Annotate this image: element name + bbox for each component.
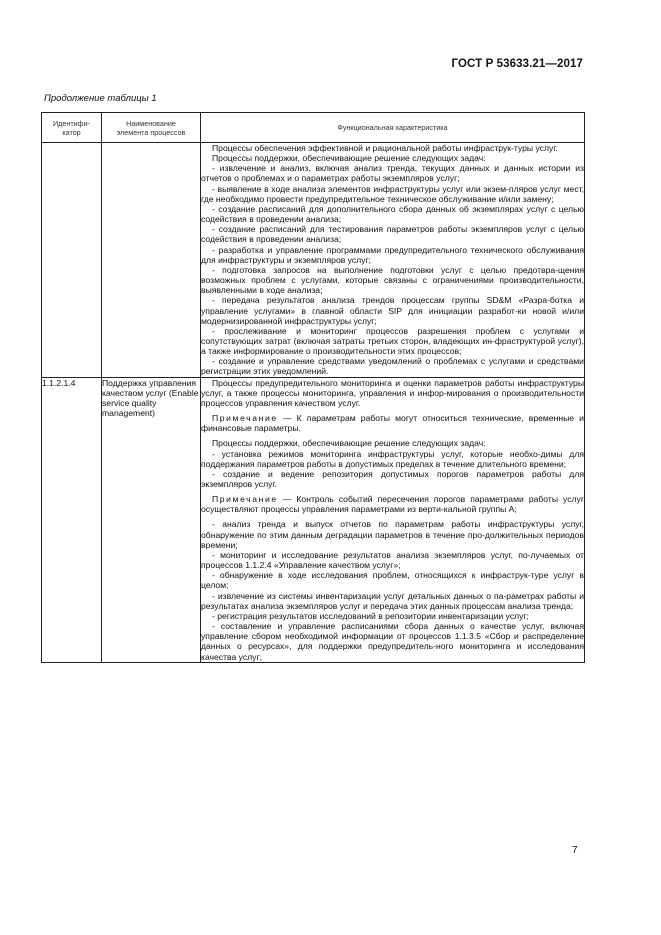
list-item: - создание и управление средствами уведомлений о проблемах с услугами и средствами регистрации этих уведомлений. [201,356,584,377]
list-item: - создание расписаний для дополнительного сбора данных об экземплярах услуг с целью содействия в проведении анализа; [201,203,584,225]
header-name: Наименование элемента процессов [102,113,201,143]
list-item: - мониторинг и исследование результатов анализа экземпляров услуг, по-лучаемых от процессов 1.1.2.4 «Управление качеством услуг»; [201,549,584,571]
note-text: — Контроль событий пересечения порогов параметрами работы услуг осуществляют процессы управления параметрами из верти-кальной группы А; [201,494,584,515]
list-item: - создание расписаний для тестирования параметров работы экземпляров услуг с целью содействия в проведении анализа; [201,224,584,245]
note-1 [201,413,584,433]
table-caption: Продолжение таблицы 1 [44,93,157,104]
standard-designation: ГОСТ Р 53633.21—2017 [451,58,583,70]
list-item: - анализ тренда и выпуск отчетов по параметрам работы инфраструктуры услуг, обнаружение по этим данным деградации параметров в течение про-должительных периодов времени; [201,519,584,550]
list-item: - разработка и управление программами предупредительного технического обслуживания для инфраструктуры и экземпляров услуг; [201,244,584,265]
row1-name [102,143,201,378]
paragraph: Процессы обеспечения эффективной и рациональной работы инфраструк-туры услуг. [212,143,558,153]
list-item: - установка режимов мониторинга инфраструктуры услуг, которые необхо-димы для поддержания параметров работы в допустимых пределах в течение длительного времени; [201,448,584,469]
paragraph: Процессы поддержки, обеспечивающие решение следующих задач: [212,153,486,164]
table-row [42,143,585,378]
page-number: 7 [572,845,578,856]
list-item: - извлечение из системы инвентаризации услуг детальных данных о па-раметрах работы и результатах анализа экземпляров услуг и передача этих данных процессам анализа тренда; [201,590,584,611]
list-item: - составление и управление расписаниями сбора данных о качестве услуг, включая управление сбором необходимой информации от процессов 1.1.3.5 «Сбор и распределение данных о ресурсах», для поддержки предупредитель-ного мониторинга и исследования качества услуг; [201,621,584,662]
table-row [42,377,585,662]
note-text: — К параметрам работы могут относиться технические, временные и финансовые параметры. [201,413,584,434]
note-label: Примечание [212,494,278,505]
list-item: - прослеживание и мониторинг процессов разрешения проблем с услугами и сопутствующих затрат (включая затраты третьих сторон, владеющих ин-фраструктурой услуг), а также информирование о производительности этих процессов; [201,325,584,357]
table-header-row [42,113,585,143]
header-characteristic: Функциональная характеристика [201,113,585,143]
header-identifier: Идентифи- катор [42,113,102,143]
list-item: - обнаружение в ходе исследования проблем, относящихся к инфраструк-туре услуг в целом; [201,570,584,591]
list-item: - передача результатов анализа трендов процессам группы SD&M «Разра-ботка и управление услугами» в главной области SIP для инициации разработ-ки новой и/или модернизированной инфраструктуры услуг; [201,295,584,326]
list-item: - регистрация результатов исследований в репозитории инвентаризации услуг; [212,610,529,621]
list-item: - создание и ведение репозитория допустимых порогов параметров работы для экземпляров услуг. [201,468,584,489]
row2-description [201,377,585,662]
paragraph: Процессы поддержки, обеспечивающие решение следующих задач: [212,438,486,449]
row2-identifier: 1.1.2.1.4 [42,377,102,662]
list-item: - выявление в ходе анализа элементов инфраструктуры услуг или экзем-пляров услуг мест, где необходимо провести предупредительное техническое обслуживание и/или замену; [201,183,584,204]
row1-description [201,143,585,378]
paragraph: Процессы предупредительного мониторинга и оценки параметров работы инфраструктуры услуг, а также процессы мониторинга, управления и инфор-мирования о производительности процессов управления качеством услуг. [201,377,584,408]
note-2 [201,494,584,514]
list-item: - извлечение и анализ, включая анализ тренда, текущих данных и данных истории из отчетов о проблемах и о параметрах работы экземпляров услуг; [201,163,584,184]
row2-name: Поддержка управления качеством услуг (Enable service quality management) [102,377,201,662]
row1-identifier [42,143,102,378]
list-item: - подготовка запросов на выполнение подготовки услуг с целью предотвра-щения возможных проблем с услугами, которые связаны с ограничениями производительности, выявленными в ходе анализа; [201,264,584,296]
note-label: Примечание [212,413,278,424]
process-table [41,112,585,663]
